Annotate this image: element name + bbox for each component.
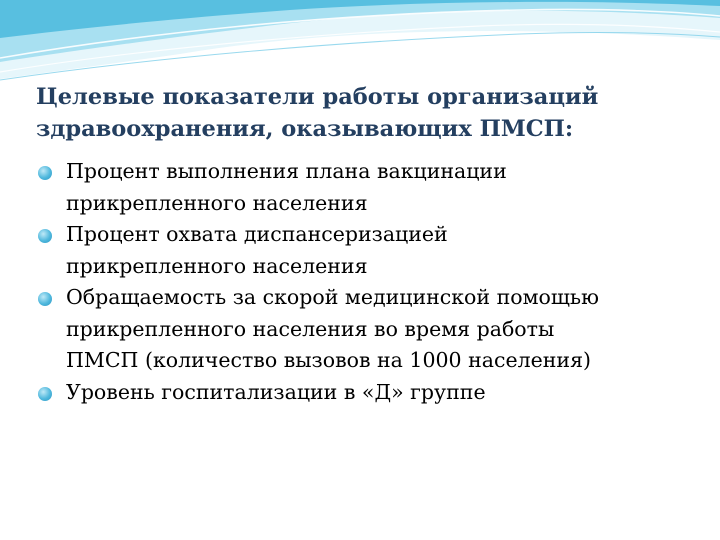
list-item-line: прикрепленного населения во время работы	[66, 316, 555, 341]
bullet-dot-icon	[38, 387, 52, 401]
list-item-line: Процент охвата диспансеризацией	[66, 222, 448, 246]
slide-title	[36, 81, 686, 145]
slide-title-line-2: здравоохранения, оказывающих ПМСП:	[36, 116, 574, 142]
list-item-hospitalization	[38, 377, 688, 409]
list-item-line: прикрепленного населения	[66, 253, 368, 278]
bullet-dot-icon	[38, 166, 52, 180]
bullet-dot-icon	[38, 229, 52, 243]
indicator-list	[38, 156, 688, 408]
list-item-line: ПМСП (количество вызовов на 1000 населения)	[66, 348, 592, 372]
list-item-dispensary-coverage	[38, 219, 688, 282]
slide-title-line-1: Целевые показатели работы организаций	[36, 84, 599, 110]
list-item-line: Обращаемость за скорой медицинской помощью	[66, 285, 599, 309]
bullet-dot-icon	[38, 292, 52, 306]
list-item-line: прикрепленного населения	[66, 190, 368, 215]
list-item-line: Процент выполнения плана вакцинации	[66, 159, 507, 183]
list-item-vaccination	[38, 156, 688, 219]
list-item-emergency-calls	[38, 282, 688, 377]
list-item-line: Уровень госпитализации в «Д» группе	[66, 379, 486, 404]
